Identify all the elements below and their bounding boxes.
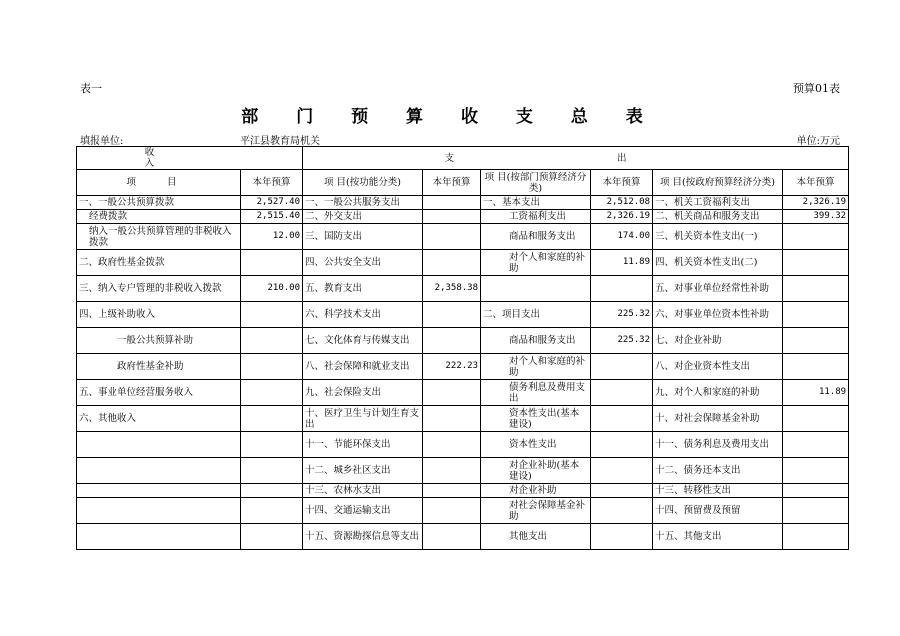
func-value — [423, 250, 481, 276]
func-value — [423, 210, 481, 224]
func-item: 十、医疗卫生与计划生育支出 — [303, 406, 423, 432]
func-item: 十一、节能环保支出 — [303, 432, 423, 458]
dept-value: 2,512.08 — [591, 196, 653, 210]
dept-value — [591, 406, 653, 432]
income-value — [241, 380, 303, 406]
dept-item: 工资福利支出 — [481, 210, 591, 224]
gov-item: 十四、预留费及预留 — [653, 498, 783, 524]
gov-value — [783, 484, 849, 498]
income-item — [77, 458, 241, 484]
income-item: 五、事业单位经营服务收入 — [77, 380, 241, 406]
func-item: 四、公共安全支出 — [303, 250, 423, 276]
dept-item: 其他支出 — [481, 524, 591, 550]
gov-value — [783, 524, 849, 550]
func-value — [423, 498, 481, 524]
table-row — [77, 354, 849, 380]
table-row — [77, 250, 849, 276]
income-item — [77, 484, 241, 498]
income-item: 经费拨款 — [77, 210, 241, 224]
table-row — [77, 432, 849, 458]
dept-item: 商品和服务支出 — [481, 328, 591, 354]
income-item: 一般公共预算补助 — [77, 328, 241, 354]
income-value: 2,527.40 — [241, 196, 303, 210]
income-item: 三、纳入专户管理的非税收入拨款 — [77, 276, 241, 302]
dept-value — [591, 432, 653, 458]
gov-item: 一、机关工资福利支出 — [653, 196, 783, 210]
dept-value: 225.32 — [591, 328, 653, 354]
func-value — [423, 484, 481, 498]
gov-value — [783, 328, 849, 354]
table-row — [77, 406, 849, 432]
income-item — [77, 524, 241, 550]
form-code: 预算01表 — [793, 82, 840, 95]
income-value: 12.00 — [241, 224, 303, 250]
dept-item: 商品和服务支出 — [481, 224, 591, 250]
func-item: 十三、农林水支出 — [303, 484, 423, 498]
dept-item: 资本性支出(基本建设) — [481, 406, 591, 432]
gov-value: 2,326.19 — [783, 196, 849, 210]
dept-value: 11.89 — [591, 250, 653, 276]
gov-budget-header: 本年预算 — [783, 170, 849, 196]
gov-item: 十二、债务还本支出 — [653, 458, 783, 484]
gov-item: 九、对个人和家庭的补助 — [653, 380, 783, 406]
income-value — [241, 250, 303, 276]
income-item: 一、一般公共预算拨款 — [77, 196, 241, 210]
header-row-1 — [77, 147, 849, 170]
func-item: 六、科学技术支出 — [303, 302, 423, 328]
table-row — [77, 484, 849, 498]
gov-item: 十一、债务利息及费用支出 — [653, 432, 783, 458]
dept-value — [591, 380, 653, 406]
gov-item: 十五、其他支出 — [653, 524, 783, 550]
income-item — [77, 432, 241, 458]
gov-item: 四、机关资本性支出(二) — [653, 250, 783, 276]
func-value — [423, 224, 481, 250]
income-value — [241, 498, 303, 524]
dept-value — [591, 276, 653, 302]
income-value — [241, 524, 303, 550]
income-value: 2,515.40 — [241, 210, 303, 224]
dept-value — [591, 354, 653, 380]
func-value: 222.23 — [423, 354, 481, 380]
currency-unit: 单位:万元 — [796, 136, 840, 147]
dept-item: 对社会保障基金补助 — [481, 498, 591, 524]
income-item — [77, 498, 241, 524]
func-item: 五、教育支出 — [303, 276, 423, 302]
func-value: 2,358.38 — [423, 276, 481, 302]
func-item: 八、社会保障和就业支出 — [303, 354, 423, 380]
func-item: 十二、城乡社区支出 — [303, 458, 423, 484]
table-row — [77, 380, 849, 406]
dept-item: 对企业补助(基本建设) — [481, 458, 591, 484]
dept-item — [481, 276, 591, 302]
income-value — [241, 302, 303, 328]
gov-item-header: 项 目(按政府预算经济分类) — [653, 170, 783, 196]
func-value — [423, 432, 481, 458]
gov-value — [783, 498, 849, 524]
gov-value: 399.32 — [783, 210, 849, 224]
gov-item: 三、机关资本性支出(一) — [653, 224, 783, 250]
income-item-header: 项 目 — [77, 170, 241, 196]
func-value — [423, 328, 481, 354]
table-number: 表一 — [80, 82, 102, 95]
func-value — [423, 406, 481, 432]
dept-item: 对个人和家庭的补助 — [481, 250, 591, 276]
gov-value: 11.89 — [783, 380, 849, 406]
gov-item: 十、对社会保障基金补助 — [653, 406, 783, 432]
func-value — [423, 196, 481, 210]
dept-item-header: 项 目(按部门预算经济分类) — [481, 170, 591, 196]
func-item: 三、国防支出 — [303, 224, 423, 250]
dept-item: 二、项目支出 — [481, 302, 591, 328]
gov-item: 六、对事业单位资本性补助 — [653, 302, 783, 328]
gov-value — [783, 354, 849, 380]
income-item: 纳入一般公共预算管理的非税收入拨款 — [77, 224, 241, 250]
dept-item: 对个人和家庭的补助 — [481, 354, 591, 380]
func-item: 十五、资源勘探信息等支出 — [303, 524, 423, 550]
dept-value — [591, 498, 653, 524]
dept-item: 资本性支出 — [481, 432, 591, 458]
gov-value — [783, 458, 849, 484]
fill-unit-name: 平江县教育局机关 — [240, 136, 320, 147]
dept-item: 对企业补助 — [481, 484, 591, 498]
func-item: 二、外交支出 — [303, 210, 423, 224]
func-item: 一、一般公共服务支出 — [303, 196, 423, 210]
gov-item: 十三、转移性支出 — [653, 484, 783, 498]
func-budget-header: 本年预算 — [423, 170, 481, 196]
gov-value — [783, 302, 849, 328]
page-title: 部 门 预 算 收 支 总 表 — [241, 107, 659, 127]
gov-value — [783, 224, 849, 250]
gov-value — [783, 276, 849, 302]
income-value — [241, 406, 303, 432]
dept-value: 225.32 — [591, 302, 653, 328]
gov-item: 七、对企业补助 — [653, 328, 783, 354]
table-row — [77, 498, 849, 524]
dept-value: 174.00 — [591, 224, 653, 250]
income-value — [241, 432, 303, 458]
func-item: 九、社会保险支出 — [303, 380, 423, 406]
func-item: 十四、交通运输支出 — [303, 498, 423, 524]
table-row — [77, 224, 849, 250]
func-value — [423, 524, 481, 550]
dept-item: 一、基本支出 — [481, 196, 591, 210]
dept-item: 债务利息及费用支出 — [481, 380, 591, 406]
fill-unit-label: 填报单位: — [80, 136, 124, 147]
func-item: 七、文化体育与传媒支出 — [303, 328, 423, 354]
func-item-header: 项 目(按功能分类) — [303, 170, 423, 196]
header-row-2 — [77, 170, 849, 196]
income-item: 六、其他收入 — [77, 406, 241, 432]
dept-value — [591, 458, 653, 484]
income-value — [241, 354, 303, 380]
income-header: 收 入 — [77, 147, 303, 170]
func-value — [423, 458, 481, 484]
income-item: 四、上级补助收入 — [77, 302, 241, 328]
func-value — [423, 302, 481, 328]
table-row — [77, 276, 849, 302]
gov-value — [783, 250, 849, 276]
table-row — [77, 196, 849, 210]
gov-item: 五、对事业单位经常性补助 — [653, 276, 783, 302]
income-value — [241, 484, 303, 498]
income-item: 二、政府性基金拨款 — [77, 250, 241, 276]
income-value — [241, 328, 303, 354]
table-row — [77, 328, 849, 354]
gov-value — [783, 406, 849, 432]
dept-value — [591, 524, 653, 550]
table-row — [77, 210, 849, 224]
table-row — [77, 524, 849, 550]
gov-item: 八、对企业资本性支出 — [653, 354, 783, 380]
income-item: 政府性基金补助 — [77, 354, 241, 380]
table-row — [77, 302, 849, 328]
income-budget-header: 本年预算 — [241, 170, 303, 196]
table-row — [77, 458, 849, 484]
dept-value: 2,326.19 — [591, 210, 653, 224]
income-value — [241, 458, 303, 484]
gov-value — [783, 432, 849, 458]
income-value: 210.00 — [241, 276, 303, 302]
dept-value — [591, 484, 653, 498]
func-value — [423, 380, 481, 406]
budget-table — [76, 146, 849, 550]
gov-item: 二、机关商品和服务支出 — [653, 210, 783, 224]
expense-header: 支 出 — [303, 147, 849, 170]
dept-budget-header: 本年预算 — [591, 170, 653, 196]
